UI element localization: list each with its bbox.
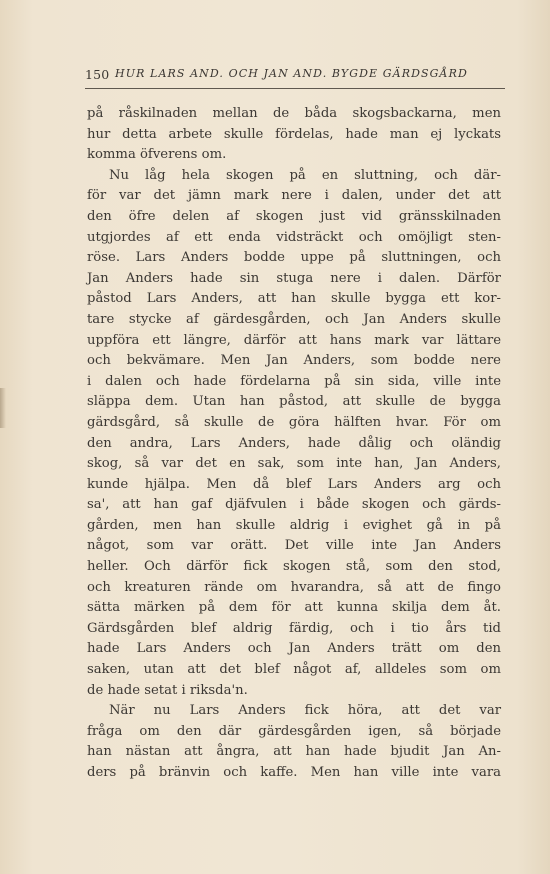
text-line: påstod Lars Anders, att han skulle bygga ett kor- [87,291,501,307]
body-text [87,104,501,784]
text-line: Nu låg hela skogen på en sluttning, och där- [109,167,501,183]
text-line: tare stycke af gärdesgården, och Jan Anders skulle [87,311,501,327]
text-line: i dalen och hade fördelarna på sin sida, ville inte [87,373,501,389]
text-line: röse. Lars Anders bodde uppe på sluttningen, och [87,250,501,266]
text-line: ders på bränvin och kaffe. Men han ville inte vara [87,765,501,780]
page-edge-mark [0,388,6,428]
text-line: den öfre delen af skogen just vid gränsskilnaden [87,208,501,224]
text-line: släppa dem. Utan han påstod, att skulle de bygga [87,394,501,410]
text-line: uppföra ett längre, därför att hans mark var lättare [87,332,501,348]
text-line: och bekvämare. Men Jan Anders, som bodde nere [87,353,501,369]
running-title: HUR LARS AND. OCH JAN AND. BYGDE GÄRDSGÅRD [115,67,468,80]
page-number: 150 [85,67,110,82]
text-line: sa', att han gaf djäfvulen i både skogen och gärds- [87,497,501,513]
text-line: på råskilnaden mellan de båda skogsbackarna, men [87,106,501,121]
page-header [85,64,505,89]
text-line: den andra, Lars Anders, hade dålig och oländig [87,435,501,451]
text-line: komma öfverens om. [87,147,227,163]
text-line: fråga om den där gärdesgården igen, så började [87,723,501,739]
text-line: Jan Anders hade sin stuga nere i dalen. Därför [87,270,501,286]
text-line: kunde hjälpa. Men då blef Lars Anders arg och [87,476,501,492]
text-line: När nu Lars Anders fick höra, att det var [109,703,501,719]
text-line: något, som var orätt. Det ville inte Jan Anders [87,538,501,554]
text-line: Gärdsgården blef aldrig färdig, och i tio års tid [87,620,501,636]
text-line: utgjordes af ett enda vidsträckt och omöjligt sten- [87,229,501,245]
text-line: för var det jämn mark nere i dalen, under det att [87,188,501,204]
text-line: och kreaturen rände om hvarandra, så att de fingo [87,579,501,595]
text-line: sätta märken på dem för att kunna skilja dem åt. [87,600,501,616]
text-line: heller. Och därför fick skogen stå, som den stod, [87,559,501,575]
text-line: gården, men han skulle aldrig i evighet gå in på [87,517,501,533]
text-line: han nästan att ångra, att han hade bjudit Jan An- [87,744,501,760]
text-line: saken, utan att det blef något af, alldeles som om [87,662,501,678]
text-line: skog, så var det en sak, som inte han, Jan Anders, [87,456,501,472]
text-line: gärdsgård, så skulle de göra hälften hvar. För om [87,414,501,430]
text-line: hur detta arbete skulle fördelas, hade man ej lyckats [87,126,501,142]
text-line: hade Lars Anders och Jan Anders trätt om den [87,641,501,657]
text-line: de hade setat i riksda'n. [87,682,248,698]
